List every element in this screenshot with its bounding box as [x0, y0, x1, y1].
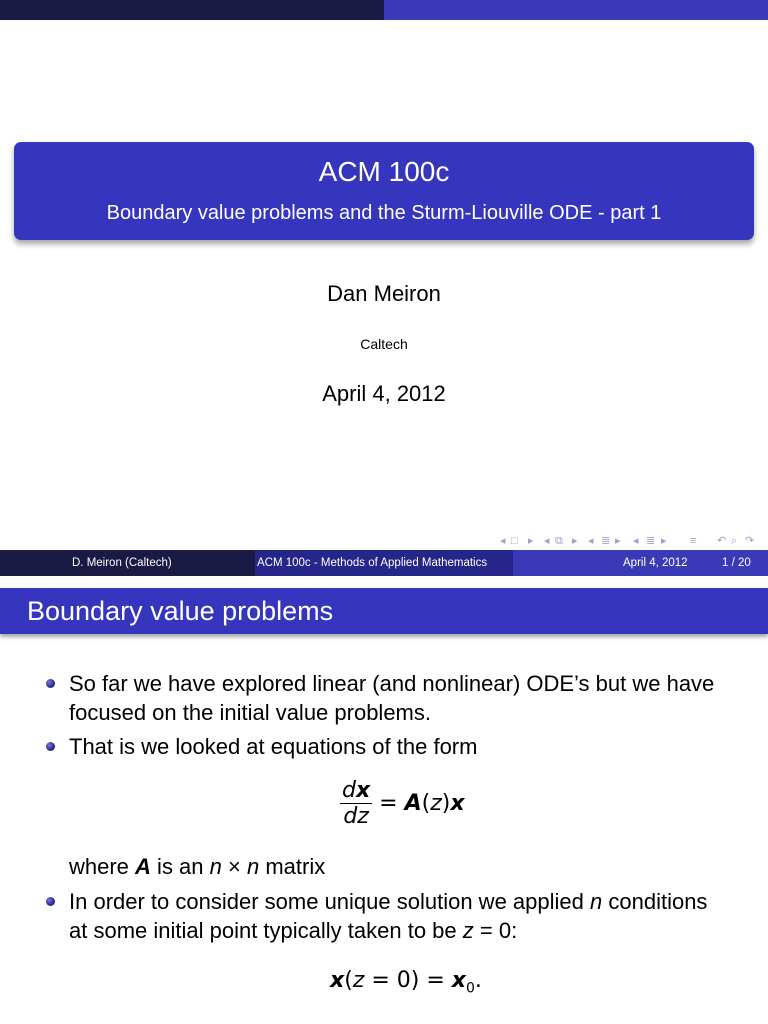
nav-next-doc-icon[interactable]: ▸: [661, 535, 667, 547]
nav-prev-section-icon[interactable]: ◂: [588, 535, 594, 547]
bullet-icon: [46, 897, 55, 906]
nav-forward-icon[interactable]: ↷: [745, 535, 755, 547]
footer-right-panel: [513, 550, 768, 576]
nav-section-icon[interactable]: ≣: [601, 535, 611, 547]
nav-prev-frame-icon[interactable]: ◂: [500, 535, 506, 547]
nav-subsection-icon[interactable]: ⧉: [555, 535, 563, 547]
top-bar-right: [384, 0, 768, 20]
slide-title: ACM 100c: [318, 156, 450, 187]
nav-prev-doc-icon[interactable]: ◂: [633, 535, 639, 547]
footer-date: April 4, 2012: [623, 557, 688, 569]
footer-middle-panel: [255, 550, 513, 576]
derivative-fraction: $\frac{dx}{dz}$: [342, 778, 371, 829]
presentation-date: April 4, 2012: [322, 381, 446, 406]
frame-title-bar: [0, 588, 768, 634]
footer-author: D. Meiron (Caltech): [72, 557, 172, 569]
author-name: Dan Meiron: [327, 281, 441, 306]
nav-next-subsection-icon[interactable]: ▸: [572, 535, 578, 547]
bullet3-line2: at some initial point typically taken to be z = 0:: [69, 918, 518, 943]
nav-next-frame-icon[interactable]: ▸: [528, 535, 534, 547]
nav-back-icon[interactable]: ↶: [717, 535, 727, 547]
nav-outline-icon[interactable]: ≡: [690, 535, 697, 547]
institute-name: Caltech: [360, 336, 408, 352]
ode-equation: $\frac{dx}{dz}$ = A(z)x: [342, 778, 465, 829]
frame-title: Boundary value problems: [27, 596, 334, 626]
initial-condition-equation: $x(z = 0) = x_0$.: [330, 968, 482, 997]
bullet1-line1: So far we have explored linear (and nonlinear) ODE’s but we have: [69, 671, 715, 696]
footer-page-number: 1 / 20: [722, 557, 751, 569]
bullet3-line1: In order to consider some unique solution we applied n conditions: [69, 889, 708, 914]
slide-subtitle: Boundary value problems and the Sturm-Liouville ODE - part 1: [106, 202, 662, 224]
matrix-description: where A is an n × n matrix: [69, 854, 326, 879]
bullet2-text: That is we looked at equations of the form: [69, 734, 478, 759]
slide-footer: [0, 550, 768, 576]
title-box: [14, 142, 754, 240]
nav-prev-subsection-icon[interactable]: ◂: [544, 535, 550, 547]
nav-frame-icon[interactable]: □: [511, 535, 518, 547]
bullet-icon: [46, 742, 55, 751]
top-bar-left: [0, 0, 384, 20]
footer-course: ACM 100c - Methods of Applied Mathematics: [257, 557, 488, 569]
footer-left-panel: [0, 550, 255, 576]
nav-next-section-icon[interactable]: ▸: [615, 535, 621, 547]
nav-doc-icon[interactable]: ≣: [646, 535, 656, 547]
bullet1-line2: focused on the initial value problems.: [69, 700, 431, 725]
nav-search-icon[interactable]: ⌕: [731, 535, 738, 547]
bullet-icon: [46, 679, 55, 688]
